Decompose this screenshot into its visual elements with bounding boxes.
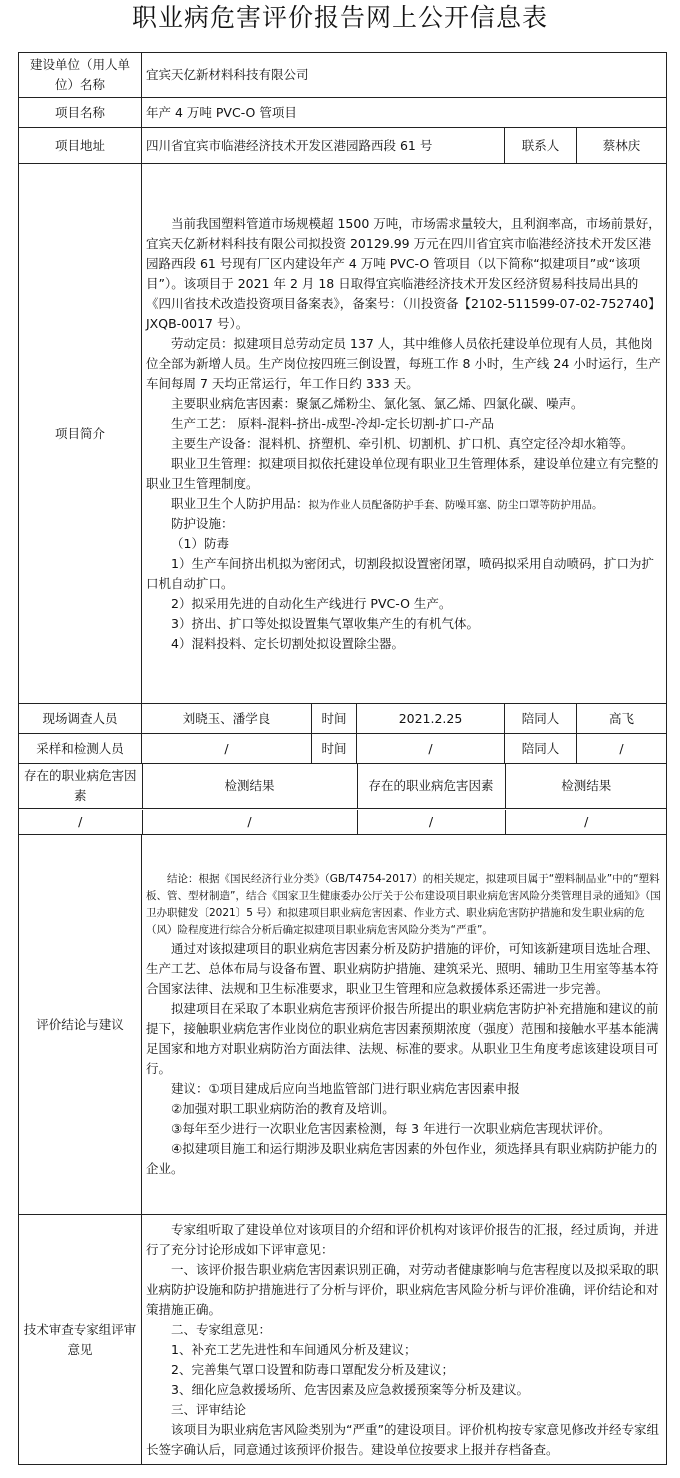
intro-measure-2: 2）拟采用先进的自动化生产线进行 PVC-O 生产。 — [171, 595, 452, 611]
conclusion-summary: 结论：根据《国民经济行业分类》（GB/T4754-2017）的相关规定，拟建项目属于“塑料制品业”中的“塑料板、管、型材制造”，结合《国家卫生健康委办公厅关于公布建设项目职业病危害风险分类管理目录的通知》（国卫办职健发〔2021〕5 号）和拟建项目职业病危害因素、作业方式、职业病危害防护措施和发生职业病的危（风）险程度进行综合分析后确定拟建项目职业病危害风险分类为“严重”。 — [146, 872, 661, 936]
hazard-v2: / — [142, 810, 357, 834]
unit-value: 宜宾天亿新材料科技有限公司 — [142, 53, 667, 98]
hazard-col3-header: 存在的职业病危害因素 — [357, 764, 505, 808]
hazard-grid — [19, 764, 667, 809]
hazard-col4-header: 检测结果 — [505, 764, 667, 808]
survey-time-label: 时间 — [312, 704, 357, 734]
review-expert-2: 2、完善集气罩口设置和防毒口罩配发分析及建议； — [171, 1361, 454, 1377]
survey-time: 2021.2.25 — [357, 704, 505, 734]
project-name-value: 年产 4 万吨 PVC-O 管项目 — [142, 98, 667, 128]
intro-toxic: （1）防毒 — [171, 535, 229, 551]
review-expert-heading: 二、专家组意见： — [171, 1321, 272, 1337]
review-content — [142, 1215, 667, 1465]
hazard-col1-header: 存在的职业病危害因素 — [19, 764, 142, 808]
intro-process: 生产工艺： 原料-混料-挤出-成型-冷却-定长切割-扩口-产品 — [171, 415, 495, 431]
hazard-v1: / — [19, 810, 142, 834]
hazard-col2-header: 检测结果 — [142, 764, 357, 808]
hazard-v3: / — [357, 810, 505, 834]
info-table — [18, 52, 667, 1465]
suggestion-3: ③每年至少进行一次职业危害因素检测，每 3 年进行一次职业病危害现状评价。 — [171, 1120, 611, 1136]
survey-label: 现场调查人员 — [19, 704, 142, 734]
suggestion-1: 建议：①项目建成后应向当地监管部门进行职业病危害因素申报 — [171, 1080, 520, 1096]
page-title: 职业病危害评价报告网上公开信息表 — [131, 3, 548, 32]
project-name-label: 项目名称 — [19, 98, 142, 128]
review-expert-1: 1、补充工艺先进性和车间通风分析及建议； — [171, 1341, 417, 1357]
intro-ppe — [146, 494, 662, 514]
review-expert-3: 3、细化应急救援场所、危害因素及应急救援预案等分析及建议。 — [171, 1381, 529, 1397]
hazard-values — [19, 809, 667, 835]
intro-measure-4: 4）混料投料、定长切割处拟设置除尘器。 — [171, 635, 404, 651]
review-opinion-1: 一、该评价报告职业病危害因素识别正确，对劳动者健康影响与危害程度以及拟采取的职业病防护设施和防护措施进行了分析与评价，职业病危害风险分析与评价准确，评价结论和对策措施正确。 — [146, 1261, 659, 1317]
hazard-header-table — [19, 764, 667, 808]
intro-label: 项目简介 — [19, 164, 142, 704]
sampling-with: / — [577, 734, 667, 764]
suggestion-4: ④拟建项目施工和运行期涉及职业病危害因素的外包作业，须选择具有职业病防护能力的企业。 — [146, 1140, 658, 1176]
address-label: 项目地址 — [19, 128, 142, 164]
conclusion-evaluation: 通过对该拟建项目的职业病危害因素分析及防护措施的评价，可知该新建项目选址合理、生产工艺、总体布局与设备布置、职业病防护措施、建筑采光、照明、辅助卫生用室等基本符合国家法律、法规和卫生标准要求，职业卫生管理和应急救援体系还需进一步完善。 — [146, 940, 659, 996]
intro-staffing: 劳动定员：拟建项目总劳动定员 137 人，其中维修人员依托建设单位现有人员，其他岗位全部为新增人员。生产岗位按四班三倒设置，每班工作 8 小时，生产线 24 小时运行，生产车间每周 7 天均正常运行，年工作日约 333 天。 — [146, 335, 661, 391]
survey-with-label: 陪同人 — [505, 704, 577, 734]
sampling-with-label: 陪同人 — [505, 734, 577, 764]
intro-ppe-body: 拟为作业人员配备防护手套、防噪耳塞、防尘口罩等防护用品。 — [308, 498, 603, 511]
hazard-values-table — [19, 810, 667, 834]
suggestion-2: ②加强对职工职业病防治的教育及培训。 — [171, 1100, 395, 1116]
intro-management: 职业卫生管理：拟建项目拟依托建设单位现有职业卫生管理体系，建设单位建立有完整的职业卫生管理制度。 — [146, 455, 659, 491]
conclusion-content — [142, 835, 667, 1215]
sampling-time-label: 时间 — [312, 734, 357, 764]
intro-facilities: 防护设施： — [171, 515, 234, 531]
contact-value: 蔡林庆 — [577, 128, 667, 164]
sampling-label: 采样和检测人员 — [19, 734, 142, 764]
intro-hazards: 主要职业病危害因素：聚氯乙烯粉尘、氯化氢、氯乙烯、四氯化碳、噪声。 — [171, 395, 584, 411]
unit-label: 建设单位（用人单位）名称 — [19, 53, 142, 98]
review-label: 技术审查专家组评审意见 — [19, 1215, 142, 1465]
survey-with: 高飞 — [577, 704, 667, 734]
survey-staff: 刘晓玉、潘学良 — [142, 704, 312, 734]
review-conclusion: 该项目为职业病危害风险类别为“严重”的建设项目。评价机构按专家意见修改并经专家组长签字确认后，同意通过该预评价报告。建设单位按要求上报并存档备查。 — [146, 1421, 659, 1457]
conclusion-label: 评价结论与建议 — [19, 835, 142, 1215]
intro-ppe-head: 职业卫生个人防护用品： — [171, 495, 309, 511]
intro-background: 当前我国塑料管道市场规模超 1500 万吨，市场需求量较大，且利润率高，市场前景好，宜宾天亿新材料科技有限公司拟投资 20129.99 万元在四川省宜宾市临港经济技术开发区港园路西段 61 号现有厂区内建设年产 4 万吨 PVC-O 管项目（以下简称“拟建项目”或“该项目”）。该项目于 2021 年 2 月 18 日取得宜宾临港经济技术开发区经济贸易科技局出具的《四川省技术改造投资项目备案表》，备案号：（川投资备【2102-511599-07-02-752740】JXQB-0017 号）。 — [146, 215, 661, 331]
intro-content — [142, 164, 667, 704]
intro-equipment: 主要生产设备：混料机、挤塑机、牵引机、切割机、扩口机、真空定径冷却水箱等。 — [171, 435, 634, 451]
contact-label: 联系人 — [505, 128, 577, 164]
sampling-time: / — [357, 734, 505, 764]
conclusion-feasibility: 拟建项目在采取了本职业病危害预评价报告所提出的职业病危害防护补充措施和建议的前提下，接触职业病危害作业岗位的职业病危害因素预期浓度（强度）范围和接触水平基本能满足国家和地方对职业病防治方面法律、法规、标准的要求。从职业卫生角度考虑该建设项目可行。 — [146, 1000, 659, 1076]
intro-measure-3: 3）挤出、扩口等处拟设置集气罩收集产生的有机气体。 — [171, 615, 479, 631]
address-value: 四川省宜宾市临港经济技术开发区港园路西段 61 号 — [142, 128, 505, 164]
review-conclusion-heading: 三、评审结论 — [171, 1401, 247, 1417]
hazard-v4: / — [505, 810, 667, 834]
review-intro: 专家组听取了建设单位对该项目的介绍和评价机构对该评价报告的汇报，经过质询，并进行了充分讨论形成如下评审意见： — [146, 1221, 659, 1257]
sampling-staff: / — [142, 734, 312, 764]
intro-measure-1: 1）生产车间挤出机拟为密闭式，切割段拟设置密闭罩，喷码拟采用自动喷码，扩口为扩口机自动扩口。 — [146, 555, 654, 591]
